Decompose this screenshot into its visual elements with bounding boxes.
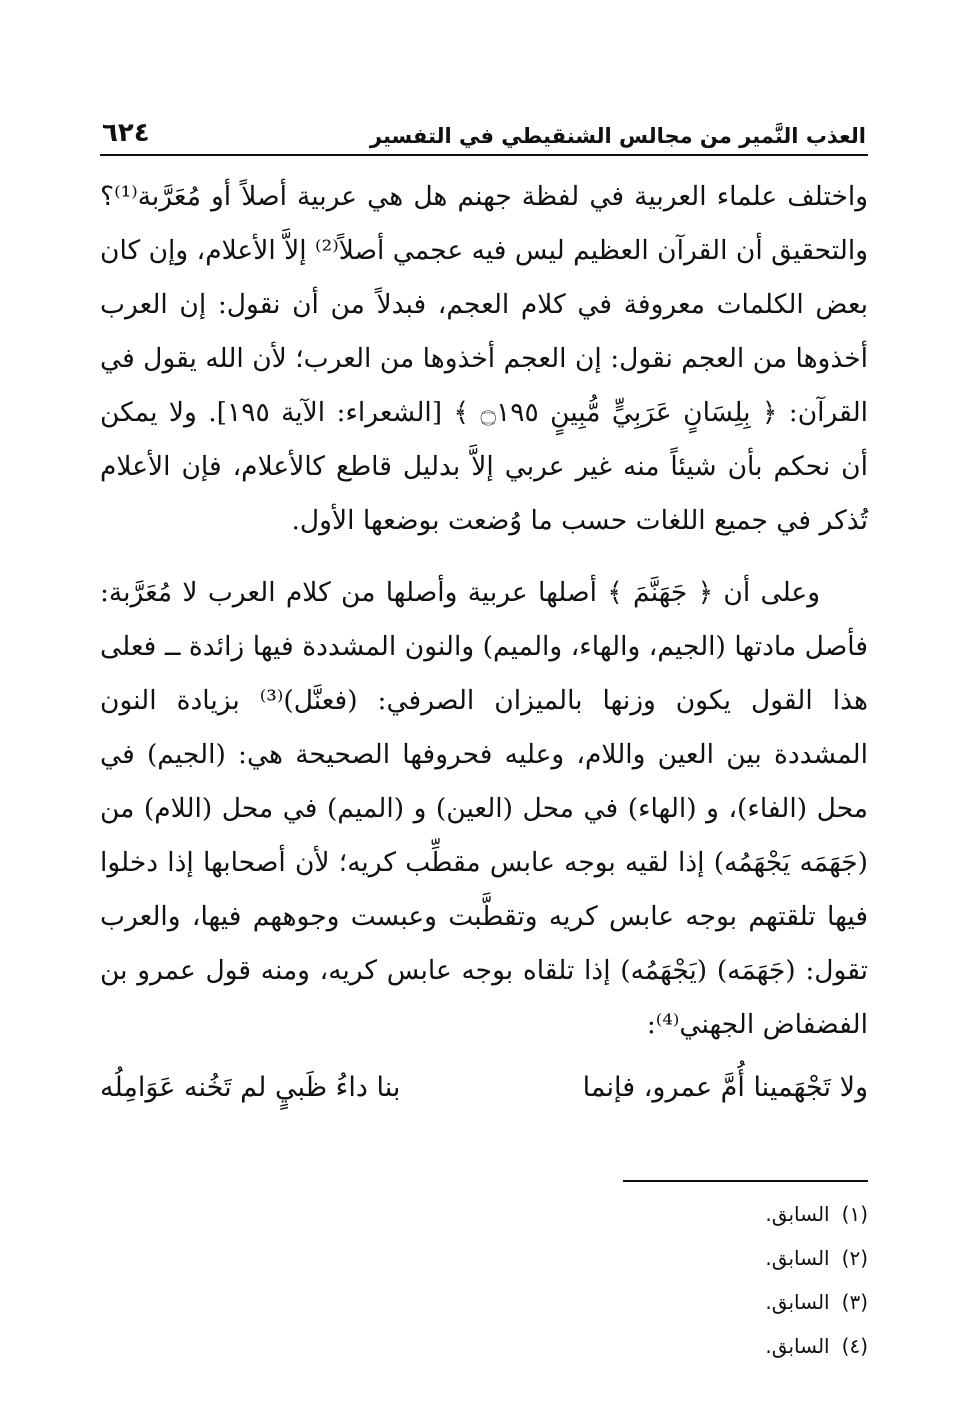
footnote-number: (٤) bbox=[841, 1334, 868, 1358]
footnote-text: السابق. bbox=[765, 1246, 830, 1270]
page-number: ٦٢٤ bbox=[102, 118, 150, 148]
verse-first-hemistich: ولا تَجْهَمينا أُمَّ عمرو، فإنما bbox=[582, 1072, 868, 1103]
footnote-text: السابق. bbox=[765, 1334, 830, 1358]
poetry-verse bbox=[100, 1060, 868, 1116]
footnote-item bbox=[100, 1236, 868, 1280]
footnotes bbox=[100, 1192, 868, 1368]
paragraph-gap bbox=[100, 548, 868, 566]
book-page bbox=[100, 108, 868, 1378]
footnote-separator bbox=[623, 1180, 868, 1182]
verse-second-hemistich: بنا داءُ ظَبيٍ لم تَخُنه عَوَامِلُه bbox=[100, 1072, 401, 1103]
running-title: العذب النَّمير من مجالس الشنقيطي في التفسير bbox=[369, 124, 866, 148]
footnote-number: (١) bbox=[841, 1202, 868, 1226]
paragraph-jahannam-origin: واختلف علماء العربية في لفظة جهنم هل هي عربية أصلاً أو مُعَرَّبة⁽¹⁾؟ والتحقيق أن القرآن العظيم ليس فيه عجمي أصلاً⁽²⁾ إلاَّ الأعلام، وإن كان بعض الكلمات معروفة في كلام العجم، فبدلاً من أن نقول: إن العرب أخذوها من العجم نقول: إن العجم أخذوها من العرب؛ لأن الله يقول في القرآن: ﴿ بِلِسَانٍ عَرَبِيٍّ مُّبِينٍ ۝١٩٥ ﴾ [الشعراء: الآية ١٩٥]. ولا يمكن أن نحكم بأن شيئاً منه غير عربي إلاَّ بدليل قاطع كالأعلام، فإن الأعلام تُذكر في جميع اللغات حسب ما وُضعت بوضعها الأول. bbox=[100, 181, 869, 536]
footnote-item bbox=[100, 1324, 868, 1368]
footnote-item bbox=[100, 1192, 868, 1236]
body-text bbox=[100, 170, 868, 1116]
footnote-item bbox=[100, 1280, 868, 1324]
paragraph-jahannam-morphology: وعلى أن ﴿ جَهَنَّمَ ﴾ أصلها عربية وأصلها من كلام العرب لا مُعَرَّبة: فأصل مادتها (الجيم، والهاء، والميم) والنون المشددة فيها زائدة ــ فعلى هذا القول يكون وزنها بالميزان الصرفي: (فعنَّل)⁽³⁾ بزيادة النون المشددة بين العين واللام، وعليه فحروفها الصحيحة هي: (الجيم) في محل (الفاء)، و (الهاء) في محل (العين) و (الميم) في محل (اللام) من (جَهَمَه يَجْهَمُه) إذا لقيه بوجه عابس مقطِّب كريه؛ لأن أصحابها إذا دخلوا فيها تلقتهم بوجه عابس كريه وتقطَّبت وعبست وجوههم فيها، والعرب تقول: (جَهَمَه) (يَجْهَمُه) إذا تلقاه بوجه عابس كريه، ومنه قول عمرو بن الفضفاض الجهني⁽⁴⁾: bbox=[100, 577, 868, 1040]
footnote-text: السابق. bbox=[765, 1202, 830, 1226]
footnote-number: (٣) bbox=[841, 1290, 868, 1314]
running-header bbox=[100, 108, 868, 156]
footnote-text: السابق. bbox=[765, 1290, 830, 1314]
footnote-number: (٢) bbox=[841, 1246, 868, 1270]
